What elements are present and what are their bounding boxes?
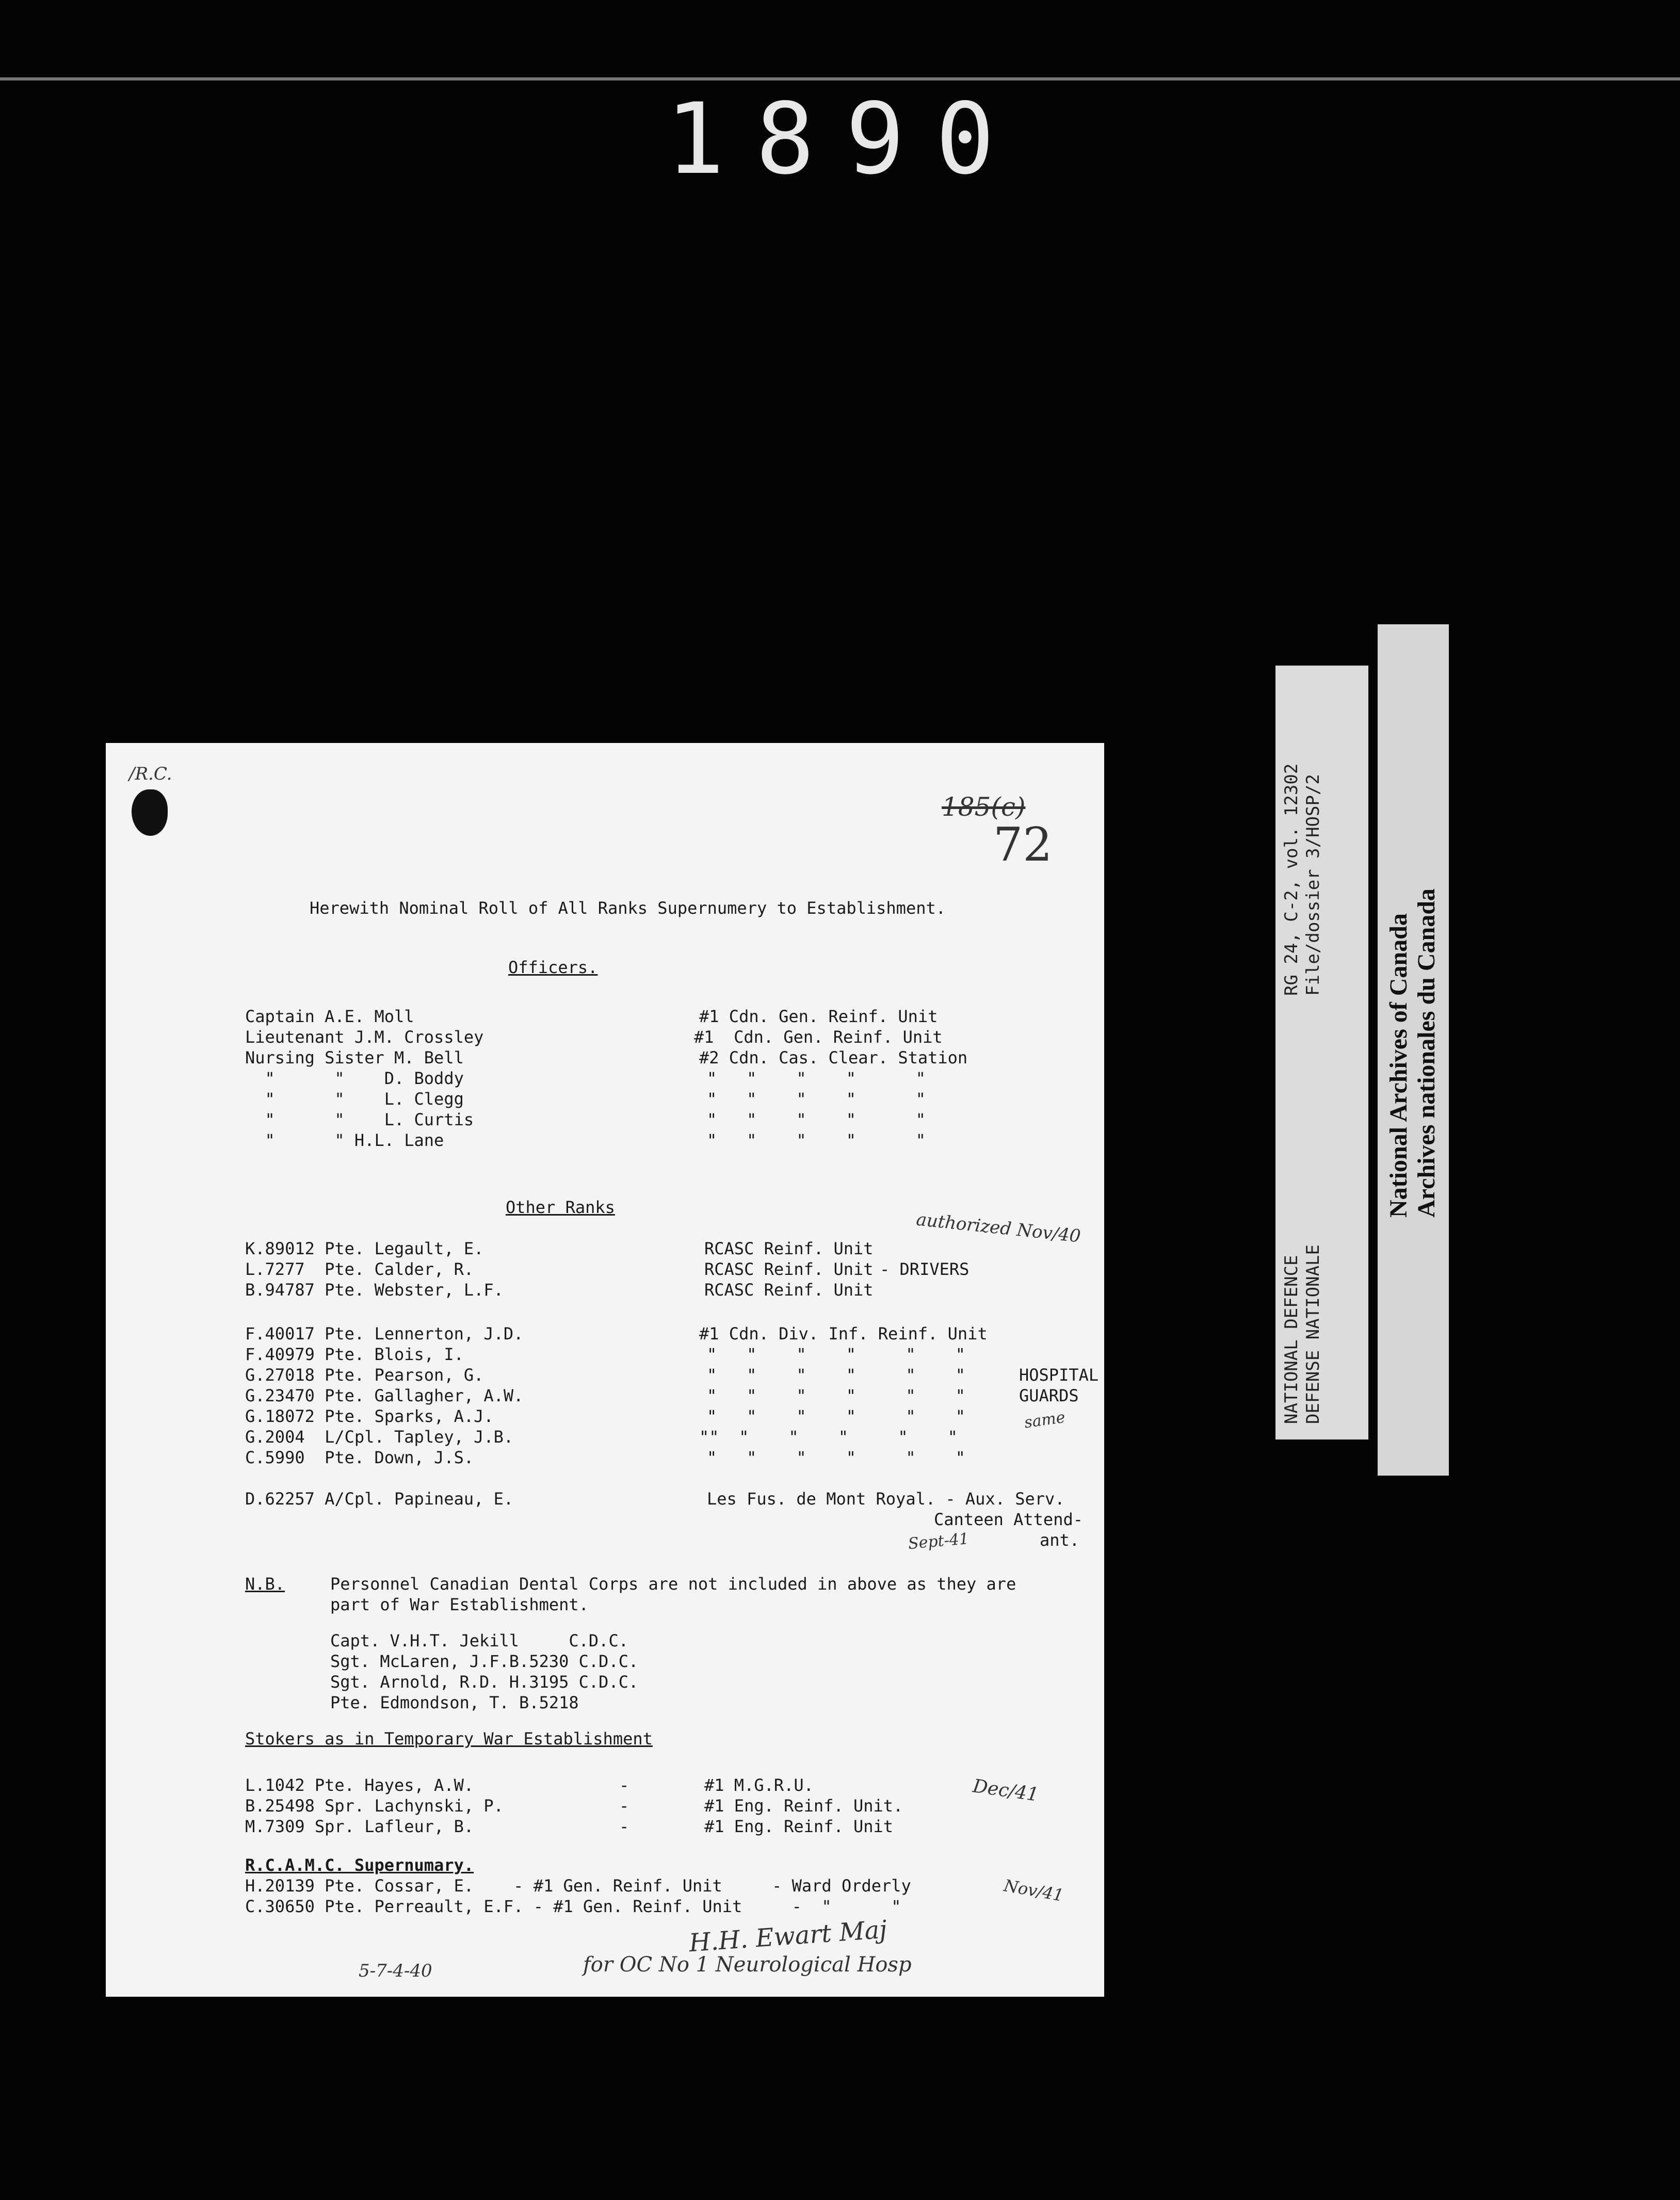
stoker-dash: - — [619, 1775, 629, 1795]
archive-agency-line1: NATIONAL DEFENCE — [1281, 1255, 1302, 1424]
guard-name: G.18072 Pte. Sparks, A.J. — [245, 1406, 494, 1426]
stoker-name: L.1042 Pte. Hayes, A.W. — [245, 1775, 474, 1795]
nac-line1: National Archives of Canada — [1385, 913, 1412, 1218]
guards-hand-note: same — [1023, 1408, 1067, 1432]
stoker-unit: #1 M.G.R.U. — [704, 1775, 814, 1795]
guard-unit: " " " " " " — [707, 1365, 965, 1385]
guard-unit: " " " " " " — [707, 1448, 965, 1467]
guard-name: F.40017 Pte. Lennerton, J.D. — [245, 1324, 524, 1344]
officer-unit: " " " " " — [707, 1069, 926, 1088]
archive-label-text — [1281, 1244, 1324, 1424]
dental-item: Pte. Edmondson, T. B.5218 — [330, 1693, 579, 1712]
driver-name: K.89012 Pte. Legault, E. — [245, 1239, 484, 1258]
ink-blot — [132, 789, 168, 836]
stoker-unit: #1 Eng. Reinf. Unit — [704, 1817, 894, 1836]
rcamc-heading: R.C.A.M.C. Supernumary. — [245, 1855, 474, 1875]
officer-name: " " H.L. Lane — [245, 1130, 444, 1150]
footer-hand-right: for OC No 1 Neurological Hosp — [583, 1953, 912, 1977]
officer-unit: #1 Cdn. Gen. Reinf. Unit — [699, 1007, 938, 1026]
officers-heading: Officers. — [508, 958, 598, 977]
film-edge-line — [0, 77, 1680, 80]
officer-unit: " " " " " — [707, 1130, 926, 1150]
other-ranks-heading: Other Ranks — [506, 1198, 615, 1217]
canteen-role-line2: ant. — [1040, 1530, 1080, 1550]
national-archives-label — [1378, 624, 1449, 1476]
rcamc-hand-note: Nov/41 — [1002, 1875, 1065, 1905]
stoker-unit: #1 Eng. Reinf. Unit. — [704, 1796, 903, 1816]
dental-item: Capt. V.H.T. Jekill C.D.C. — [330, 1631, 628, 1651]
canteen-role-line1: Canteen Attend- — [934, 1510, 1083, 1529]
nb-line2: part of War Establishment. — [330, 1595, 589, 1614]
nac-label-text — [1385, 888, 1441, 1218]
officer-unit: #1 Cdn. Gen. Reinf. Unit — [694, 1027, 943, 1047]
rcamc-item: H.20139 Pte. Cossar, E. - #1 Gen. Reinf. Unit - Ward Orderly — [245, 1876, 911, 1896]
drivers-note: - DRIVERS — [880, 1259, 970, 1279]
guard-unit: " " " " " " — [707, 1345, 965, 1364]
officer-unit: #2 Cdn. Cas. Clear. Station — [699, 1048, 968, 1067]
frame-number: 1890 — [666, 82, 1026, 196]
guard-unit: " " " " " " — [707, 1386, 965, 1405]
folio-number: 72 — [993, 818, 1053, 872]
driver-name: B.94787 Pte. Webster, L.F. — [245, 1280, 504, 1300]
document-title: Herewith Nominal Roll of All Ranks Supernumery to Establishment. — [310, 898, 946, 918]
officer-name: Captain A.E. Moll — [245, 1007, 414, 1026]
document-page — [106, 743, 1104, 1997]
stoker-dash: - — [619, 1817, 629, 1836]
guard-note: GUARDS — [1019, 1386, 1079, 1405]
officer-name: " " L. Clegg — [245, 1089, 464, 1109]
canteen-hand-note: Sept-41 — [907, 1529, 970, 1554]
archive-ref-text — [1281, 764, 1324, 996]
drivers-hand-note: authorized Nov/40 — [915, 1209, 1082, 1247]
archive-ref-line2: File/dossier 3/HOSP/2 — [1303, 774, 1323, 996]
guard-note: HOSPITAL — [1019, 1365, 1099, 1385]
stoker-name: B.25498 Spr. Lachynski, P. — [245, 1796, 504, 1816]
guard-name: G.23470 Pte. Gallagher, A.W. — [245, 1386, 524, 1405]
canteen-name: D.62257 A/Cpl. Papineau, E. — [245, 1489, 514, 1509]
stokers-heading: Stokers as in Temporary War Establishment — [245, 1729, 653, 1749]
signature: H.H. Ewart Maj — [688, 1915, 888, 1958]
guard-name: C.5990 Pte. Down, J.S. — [245, 1448, 474, 1467]
rcamc-item: C.30650 Pte. Perreault, E.F. - #1 Gen. Reinf. Unit - " " — [245, 1897, 901, 1916]
officer-name: Lieutenant J.M. Crossley — [245, 1027, 484, 1047]
officer-unit: " " " " " — [707, 1089, 926, 1109]
driver-unit: RCASC Reinf. Unit — [704, 1239, 874, 1258]
archive-reference-label — [1275, 666, 1368, 1439]
nb-line1: Personnel Canadian Dental Corps are not included in above as they are — [330, 1574, 1016, 1594]
dental-item: Sgt. McLaren, J.F.B.5230 C.D.C. — [330, 1652, 639, 1671]
dental-item: Sgt. Arnold, R.D. H.3195 C.D.C. — [330, 1672, 639, 1692]
canteen-unit: Les Fus. de Mont Royal. - Aux. Serv. — [707, 1489, 1065, 1509]
folio-struck: 185(c) — [942, 792, 1026, 822]
stoker-name: M.7309 Spr. Lafleur, B. — [245, 1817, 474, 1836]
guard-name: G.27018 Pte. Pearson, G. — [245, 1365, 484, 1385]
driver-unit: RCASC Reinf. Unit — [704, 1259, 874, 1279]
archive-ref-line1: RG 24, C-2, vol. 12302 — [1281, 763, 1302, 996]
guard-name: F.40979 Pte. Blois, I. — [245, 1345, 464, 1364]
stoker-dash: - — [619, 1796, 629, 1816]
guard-name: G.2004 L/Cpl. Tapley, J.B. — [245, 1427, 514, 1447]
stokers-hand-note: Dec/41 — [971, 1775, 1040, 1806]
driver-name: L.7277 Pte. Calder, R. — [245, 1259, 474, 1279]
officer-name: Nursing Sister M. Bell — [245, 1048, 464, 1067]
archive-agency-line2: DEFENSE NATIONALE — [1303, 1244, 1323, 1424]
corner-mark: /R.C. — [129, 764, 172, 784]
officer-name: " " D. Boddy — [245, 1069, 464, 1088]
guard-unit: #1 Cdn. Div. Inf. Reinf. Unit — [699, 1324, 988, 1344]
guard-unit: " " " " " " — [707, 1406, 965, 1426]
driver-unit: RCASC Reinf. Unit — [704, 1280, 874, 1300]
nac-line2: Archives nationales du Canada — [1413, 888, 1440, 1218]
nb-label: N.B. — [245, 1574, 285, 1594]
officer-unit: " " " " " — [707, 1110, 926, 1129]
officer-name: " " L. Curtis — [245, 1110, 474, 1129]
guard-unit: "" " " " " " — [699, 1427, 958, 1447]
footer-hand-left: 5-7-4-40 — [359, 1961, 432, 1981]
